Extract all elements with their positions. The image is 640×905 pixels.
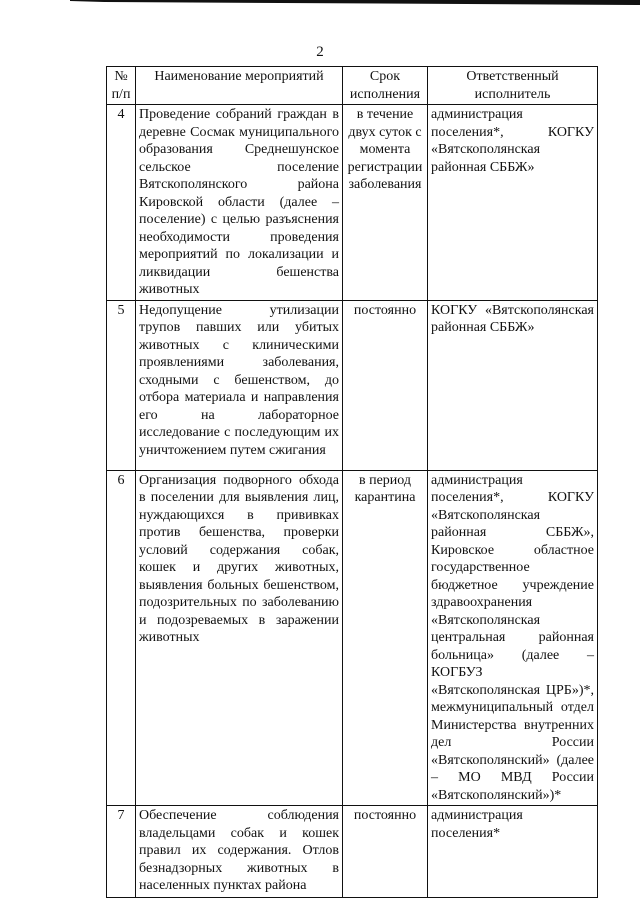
row-executor: администрация поселения*, КОГКУ «Вятскополянская районная СББЖ»: [428, 105, 598, 301]
row-num: 5: [107, 300, 136, 470]
row-term: постоянно: [343, 806, 428, 898]
row-measure: Организация подворного обхода в поселении для выявления лиц, нуждающихся в прививках против бешенства, проверки условий содержания собак, кошек и других животных, выявления больных бешенством, подозрительных по заболеванию и подозреваемых в заражении животных: [136, 470, 343, 806]
header-executor: Ответственный исполнитель: [428, 67, 598, 105]
header-num: № п/п: [107, 67, 136, 105]
header-term: Срок исполнения: [343, 67, 428, 105]
row-executor: администрация поселения*: [428, 806, 598, 898]
row-executor: КОГКУ «Вятскополянская районная СББЖ»: [428, 300, 598, 470]
row-measure: Обеспечение соблюдения владельцами собак и кошек правил их содержания. Отлов безнадзорных животных в населенных пунктах района: [136, 806, 343, 898]
table-row: [107, 105, 598, 301]
measures-table: [106, 66, 598, 898]
page-number: 2: [316, 44, 324, 60]
row-term: постоянно: [343, 300, 428, 470]
row-term: в период карантина: [343, 470, 428, 806]
row-num: 6: [107, 470, 136, 806]
row-executor: администрация поселения*, КОГКУ «Вятскополянская районная СББЖ», Кировское областное государственное бюджетное учреждение здравоохранения «Вятскополянская центральная районная больница» (далее – КОГБУЗ «Вятскополянская ЦРБ»)*, межмуниципальный отдел Министерства внутренних дел России «Вятскополянский» (далее – МО МВД России «Вятскополянский»)*: [428, 470, 598, 806]
table-row: [107, 806, 598, 898]
row-term: в течение двух суток с момента регистрации заболевания: [343, 105, 428, 301]
row-num: 7: [107, 806, 136, 898]
row-num: 4: [107, 105, 136, 301]
table-row: [107, 470, 598, 806]
table-row: [107, 300, 598, 470]
table-header-row: [107, 67, 598, 105]
row-measure: Недопущение утилизации трупов павших или убитых животных с клиническими проявлениями заболевания, сходными с бешенством, до отбора материала и направления его на лабораторное исследование с последующим их уничтожением путем сжигания: [136, 300, 343, 470]
header-name: Наименование мероприятий: [136, 67, 343, 105]
row-measure: Проведение собраний граждан в деревне Сосмак муниципального образования Среднешунское сельское поселение Вятскополянского района Кировской области (далее – поселение) с целью разъяснения необходимости проведения мероприятий по локализации и ликвидации бешенства животных: [136, 105, 343, 301]
scan-edge-mark: [70, 0, 640, 5]
